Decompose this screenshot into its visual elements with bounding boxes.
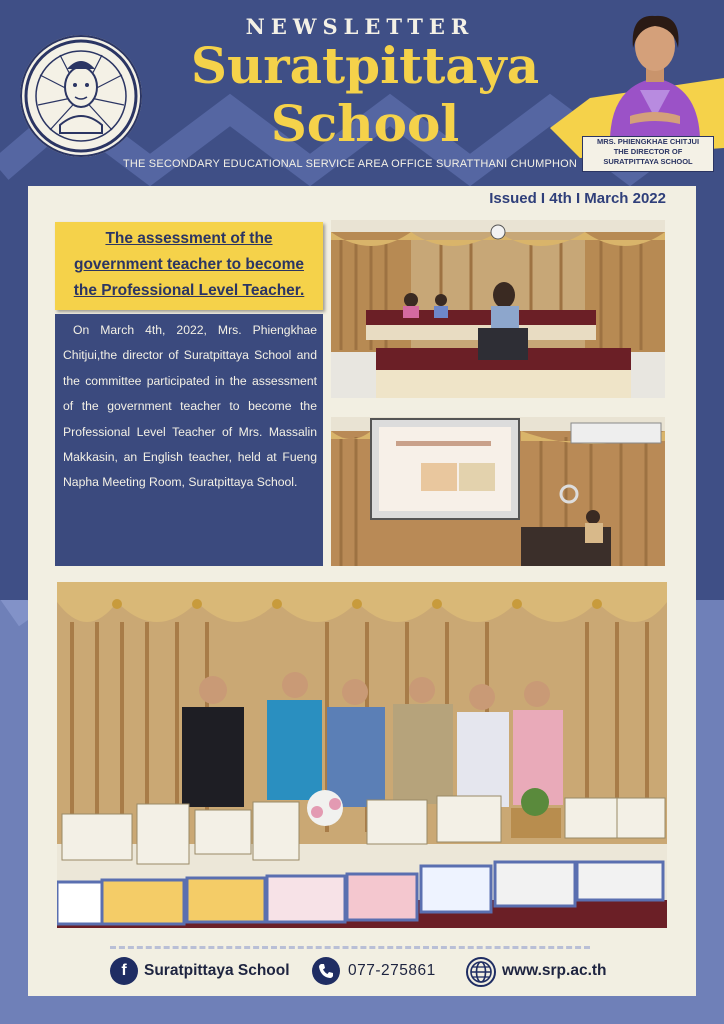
footer-divider	[110, 946, 590, 949]
school-emblem-logo	[20, 35, 142, 157]
phone-icon	[312, 957, 340, 985]
photo-meeting-room	[331, 220, 665, 398]
article-body: On March 4th, 2022, Mrs. Phiengkhae Chitjui,the director of Suratpittaya School and the committee participated in the assessment of the government teacher to become the Professional Level Teacher of Mrs. Massalin Makkasin, an English teacher, held at Fueng Napha Meeting Room, Suratpittaya School.	[63, 323, 317, 490]
director-caption-badge	[582, 136, 714, 172]
photo-presentation	[331, 417, 665, 566]
office-label: THE SECONDARY EDUCATIONAL SERVICE AREA OFFICE SURATTHANI CHUMPHON	[122, 158, 578, 170]
globe-icon	[466, 957, 496, 987]
facebook-link[interactable]: Suratpittaya School	[144, 962, 290, 979]
article-title-line2: government teacher to become	[74, 256, 304, 273]
director-name: MRS. PHIENGKHAE CHITJUI	[596, 137, 700, 146]
photo-group	[57, 582, 667, 928]
issue-date: Issued I 4th I March 2022	[489, 190, 666, 207]
director-portrait	[600, 8, 710, 138]
website-link[interactable]: www.srp.ac.th	[502, 962, 607, 979]
school-name-line2: School	[270, 94, 460, 153]
newsletter-label: NEWSLETTER	[245, 14, 475, 39]
director-title-line: THE DIRECTOR OF	[613, 147, 683, 156]
facebook-icon[interactable]: f	[110, 957, 138, 985]
article-title-line3: the Professional Level Teacher.	[73, 282, 305, 299]
phone-number: 077-275861	[348, 962, 436, 979]
article-title-line1: The assessment of the	[105, 230, 273, 247]
school-name-line1: Suratpittaya	[190, 36, 540, 95]
director-school-line: SURATPITTAYA SCHOOL	[603, 157, 693, 166]
article-title	[55, 226, 323, 304]
